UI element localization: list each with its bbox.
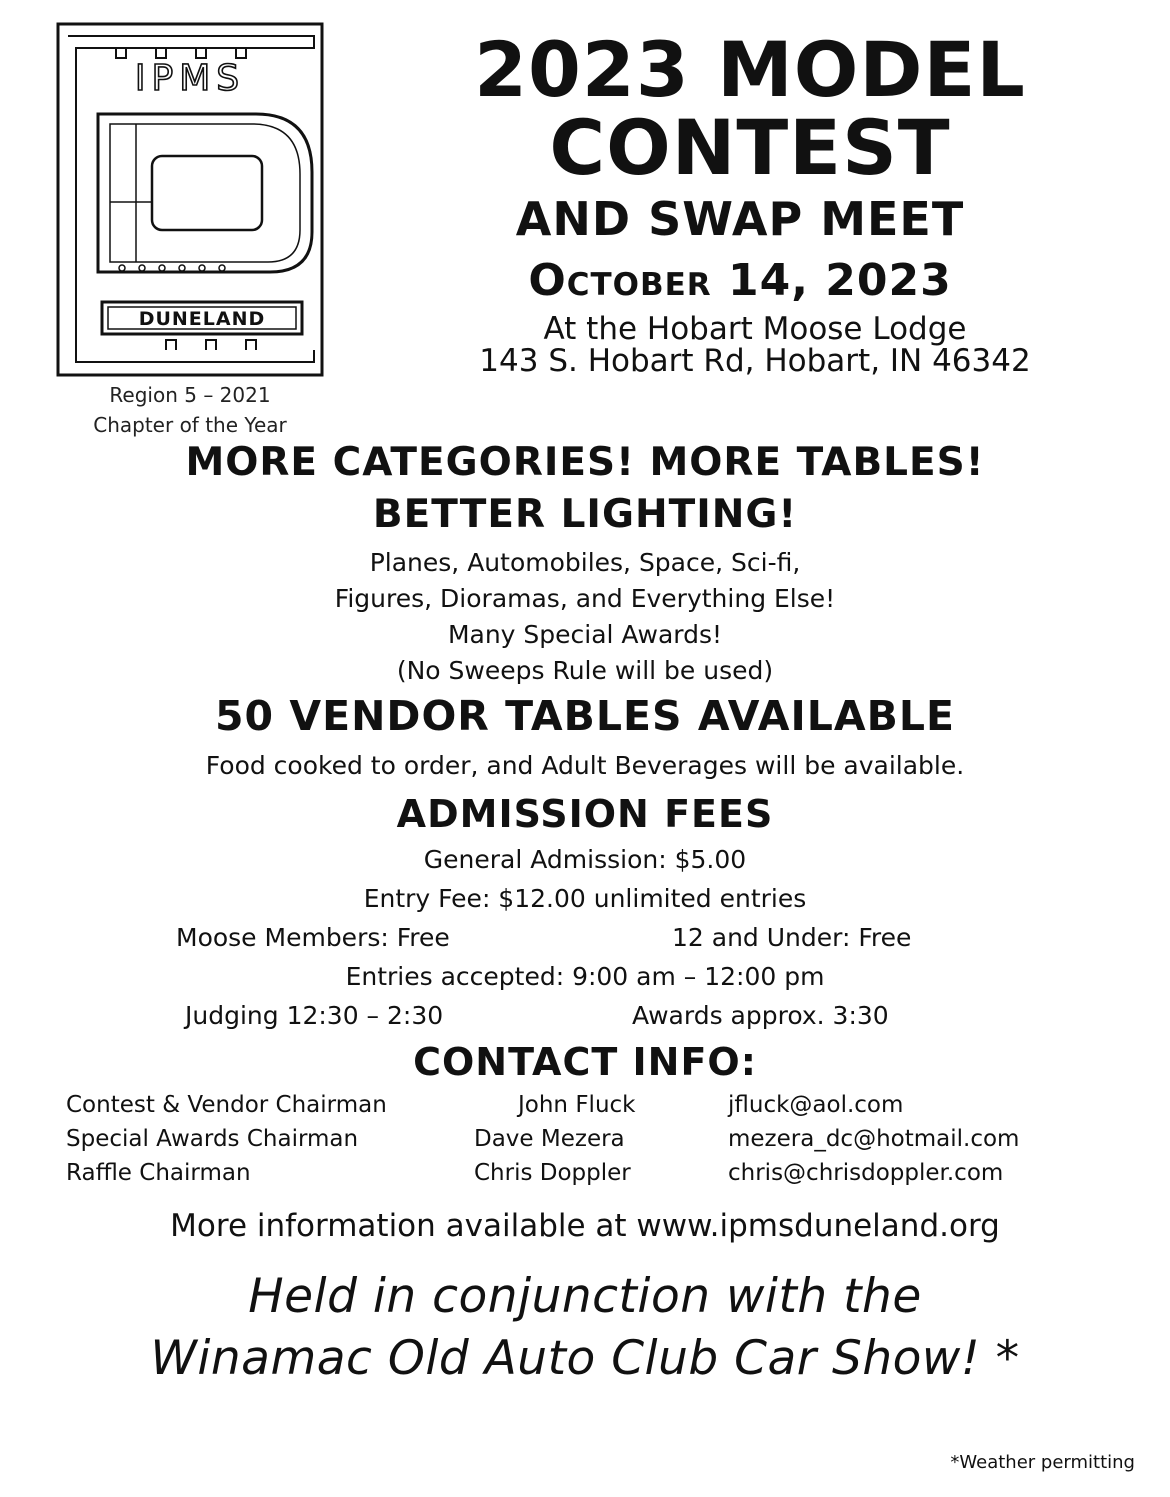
categories-list [30, 545, 1140, 689]
contact-email[interactable]: mezera_dc@hotmail.com [728, 1126, 1020, 1152]
contact-row [66, 1088, 1126, 1122]
event-title-line-1: 2023 MODEL [474, 25, 1026, 114]
moose-members-fee: Moose Members: Free [176, 923, 450, 952]
event-title-line-2: CONTEST [549, 103, 951, 192]
contact-name: Chris Doppler [474, 1160, 631, 1186]
contact-email[interactable]: chris@chrisdoppler.com [728, 1160, 1004, 1186]
conjunction-line-1: Held in conjunction with the [248, 1269, 922, 1324]
ipms-duneland-logo [56, 22, 324, 377]
food-beverages-note: Food cooked to order, and Adult Beverages will be available. [205, 751, 965, 780]
general-admission-fee: General Admission: $5.00 [423, 845, 747, 874]
event-date: October 14, 2023 [528, 255, 952, 306]
categories-line: (No Sweeps Rule will be used) [396, 656, 774, 685]
contact-role: Raffle Chairman [66, 1160, 251, 1186]
contact-info-heading: CONTACT INFO: [413, 1040, 757, 1084]
svg-text:IPMS: IPMS [134, 58, 246, 99]
event-subtitle: AND SWAP MEET [515, 192, 965, 246]
headline-more-categories: MORE CATEGORIES! MORE TABLES! [185, 440, 985, 485]
judging-hours: Judging 12:30 – 2:30 [185, 1001, 444, 1030]
contact-email[interactable]: jfluck@aol.com [728, 1092, 904, 1118]
categories-line: Figures, Dioramas, and Everything Else! [334, 584, 836, 613]
caption-line-1: Region 5 – 2021 [109, 383, 271, 407]
entries-accepted-hours: Entries accepted: 9:00 am – 12:00 pm [345, 962, 825, 991]
svg-text:DUNELAND: DUNELAND [138, 308, 266, 330]
contact-role: Contest & Vendor Chairman [66, 1092, 387, 1118]
contact-name: Dave Mezera [474, 1126, 625, 1152]
headline-better-lighting: BETTER LIGHTING! [372, 492, 798, 537]
awards-time: Awards approx. 3:30 [632, 1001, 889, 1030]
weather-footnote: *Weather permitting [950, 1452, 1135, 1473]
contact-row [66, 1156, 1126, 1190]
contact-role: Special Awards Chairman [66, 1126, 359, 1152]
kids-fee: 12 and Under: Free [672, 923, 912, 952]
venue-address: 143 S. Hobart Rd, Hobart, IN 46342 [479, 343, 1031, 379]
categories-line: Planes, Automobiles, Space, Sci-fi, [369, 548, 801, 577]
more-info-website[interactable]: More information available at www.ipmsduneland.org [170, 1208, 1000, 1244]
contact-row [66, 1122, 1126, 1156]
venue-name: At the Hobart Moose Lodge [543, 311, 967, 347]
chapter-award-caption [40, 380, 340, 440]
contact-name: John Fluck [518, 1092, 636, 1118]
categories-line: Many Special Awards! [447, 620, 723, 649]
vendor-tables-headline: 50 VENDOR TABLES AVAILABLE [215, 692, 955, 740]
entry-fee: Entry Fee: $12.00 unlimited entries [363, 884, 807, 913]
caption-line-2: Chapter of the Year [93, 413, 287, 437]
conjunction-line-2: Winamac Old Auto Club Car Show! * [150, 1331, 1020, 1386]
admission-fees-heading: ADMISSION FEES [396, 792, 774, 836]
